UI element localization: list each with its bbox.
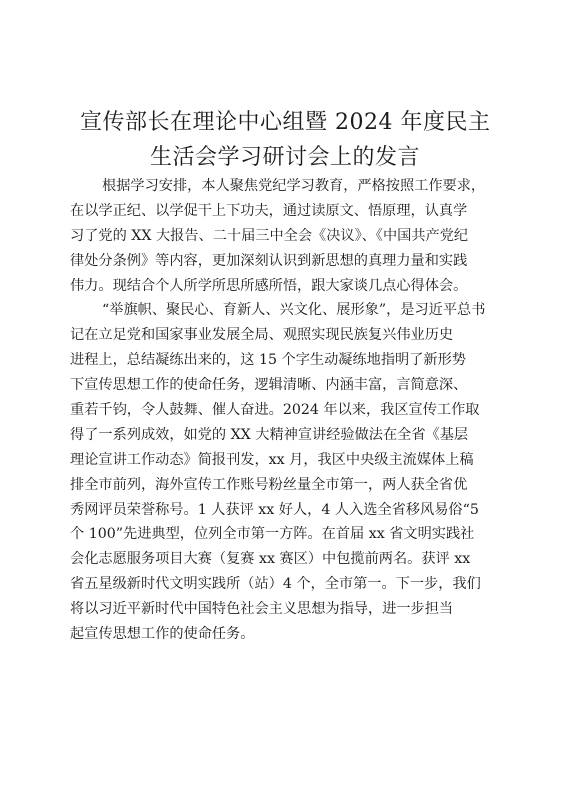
- paragraph-2-line: 记在立足党和国家事业发展全局、观照实现民族复兴伟业历史: [70, 327, 454, 344]
- paragraph-1-line: 习了党的 XX 大报告、二十届三中全会《决议》、《中国共产党纪: [70, 227, 469, 244]
- paragraph-2-line: 得了一系列成效，如党的 XX 大精神宣讲经验做法在全省《基层: [70, 426, 469, 443]
- paragraph-1-line: 根据学习安排，本人聚焦党纪学习教育，严格按照工作要求，: [102, 178, 486, 194]
- paragraph-2-line: 起宣传思想工作的使命任务。: [70, 626, 255, 643]
- paragraph-2-line: 将以习近平新时代中国特色社会主义思想为指导，进一步担当: [70, 601, 454, 618]
- paragraph-2-line: 个 100”先进典型，位列全市第一方阵。在首届 xx 省文明实践社: [70, 526, 475, 543]
- paragraph-2-line: 秀网评员荣誉称号。1 人获评 xx 好人，4 人入选全省移风易俗“5: [70, 501, 479, 518]
- body-text: [70, 174, 502, 647]
- paragraph-2-line: 会化志愿服务项目大赛（复赛 xx 赛区）中包揽前两名。获评 xx: [70, 551, 471, 568]
- document-title-line-2: 生活会学习研讨会上的发言: [149, 145, 420, 170]
- paragraph-2-line: 进程上，总结凝练出来的，这 15 个字生动凝练地指明了新形势: [70, 352, 466, 369]
- paragraph-2-line: 理论宣讲工作动态》简报刊发，xx 月，我区中央级主流媒体上稿: [70, 451, 474, 468]
- paragraph-1-line: 伟力。现结合个人所学所思所感所悟，跟大家谈几点心得体会。: [70, 277, 468, 294]
- paragraph-2-line: 排全市前列，海外宣传工作账号粉丝量全市第一，两人获全省优: [70, 476, 468, 493]
- paragraph-1-line: 律处分条例》等内容，更加深刻认识到新思想的真理力量和实践: [70, 252, 468, 269]
- paragraph-2-line: 下宣传思想工作的使命任务，逻辑清晰、内涵丰富，言简意深、: [70, 377, 468, 394]
- paragraph-2-line: “举旗帜、聚民心、育新人、兴文化、展形象”，是习近平总书: [102, 302, 486, 319]
- paragraph-2-line: 重若千钧，令人鼓舞、催人奋进。2024 年以来，我区宣传工作取: [70, 402, 480, 419]
- document-title-line-1: 宣传部长在理论中心组暨 2024 年度民主: [80, 110, 491, 135]
- paragraph-1-line: 在以学正纪、以学促干上下功夫，通过读原文、悟原理，认真学: [70, 202, 468, 219]
- paragraph-2-line: 省五星级新时代文明实践所（站）4 个，全市第一。下一步，我们: [70, 576, 481, 593]
